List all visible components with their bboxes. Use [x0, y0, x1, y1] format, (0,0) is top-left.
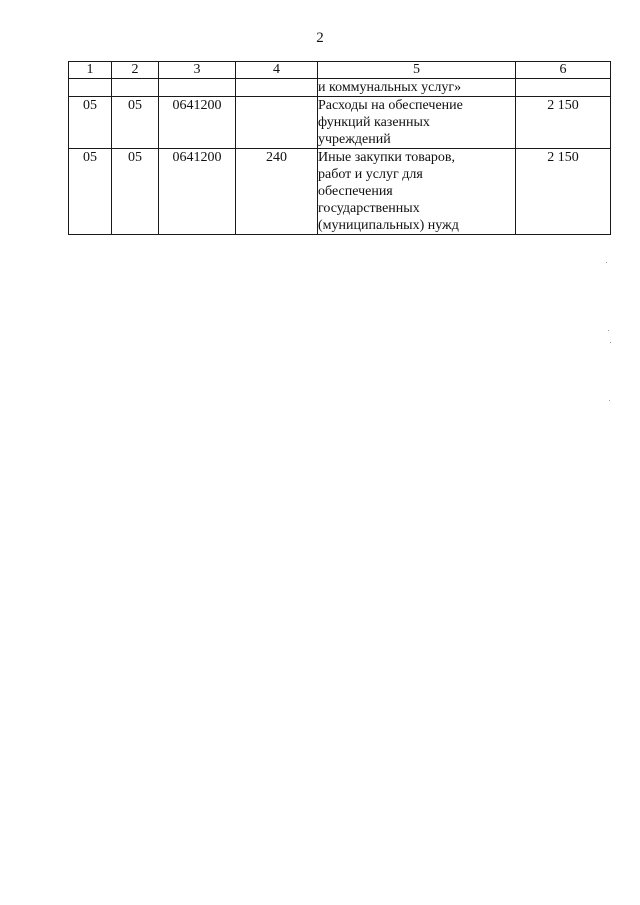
description-line: Расходы на обеспечение: [318, 98, 463, 113]
column-header-3: 3: [159, 62, 236, 79]
cell-empty: [69, 79, 112, 97]
section-code-cell: 05: [69, 97, 112, 149]
table-row: [69, 97, 611, 149]
table-row-continuation: [69, 79, 611, 97]
description-cell: [318, 149, 516, 235]
cell-empty: [236, 79, 318, 97]
target-article-cell: 0641200: [159, 149, 236, 235]
description-line: государственных: [318, 201, 420, 216]
description-line: работ и услуг для: [318, 167, 423, 182]
expense-type-cell: [236, 97, 318, 149]
target-article-cell: 0641200: [159, 97, 236, 149]
cell-empty: [112, 79, 159, 97]
description-line: обеспечения: [318, 184, 393, 199]
scan-speck: [608, 330, 609, 331]
description-cell: и коммунальных услуг»: [318, 79, 516, 97]
section-code-cell: 05: [69, 149, 112, 235]
budget-table: [68, 61, 611, 235]
cell-empty: [159, 79, 236, 97]
description-line: функций казенных: [318, 115, 430, 130]
subsection-code-cell: 05: [112, 149, 159, 235]
amount-cell: 2 150: [516, 97, 611, 149]
description-line: учреждений: [318, 132, 391, 147]
cell-empty: [516, 79, 611, 97]
description-line: Иные закупки товаров,: [318, 150, 456, 165]
amount-cell: 2 150: [516, 149, 611, 235]
page-number: 2: [316, 30, 324, 46]
column-header-5: 5: [318, 62, 516, 79]
scan-speck: [606, 262, 607, 263]
column-header-1: 1: [69, 62, 112, 79]
expense-type-cell: 240: [236, 149, 318, 235]
column-header-6: 6: [516, 62, 611, 79]
table-row: [69, 149, 611, 235]
scan-speck: [609, 400, 610, 401]
column-header-4: 4: [236, 62, 318, 79]
scan-speck: [610, 342, 611, 343]
description-line: (муниципальных) нужд: [318, 218, 459, 233]
column-header-2: 2: [112, 62, 159, 79]
description-cell: [318, 97, 516, 149]
subsection-code-cell: 05: [112, 97, 159, 149]
table-header-row: [69, 62, 611, 79]
